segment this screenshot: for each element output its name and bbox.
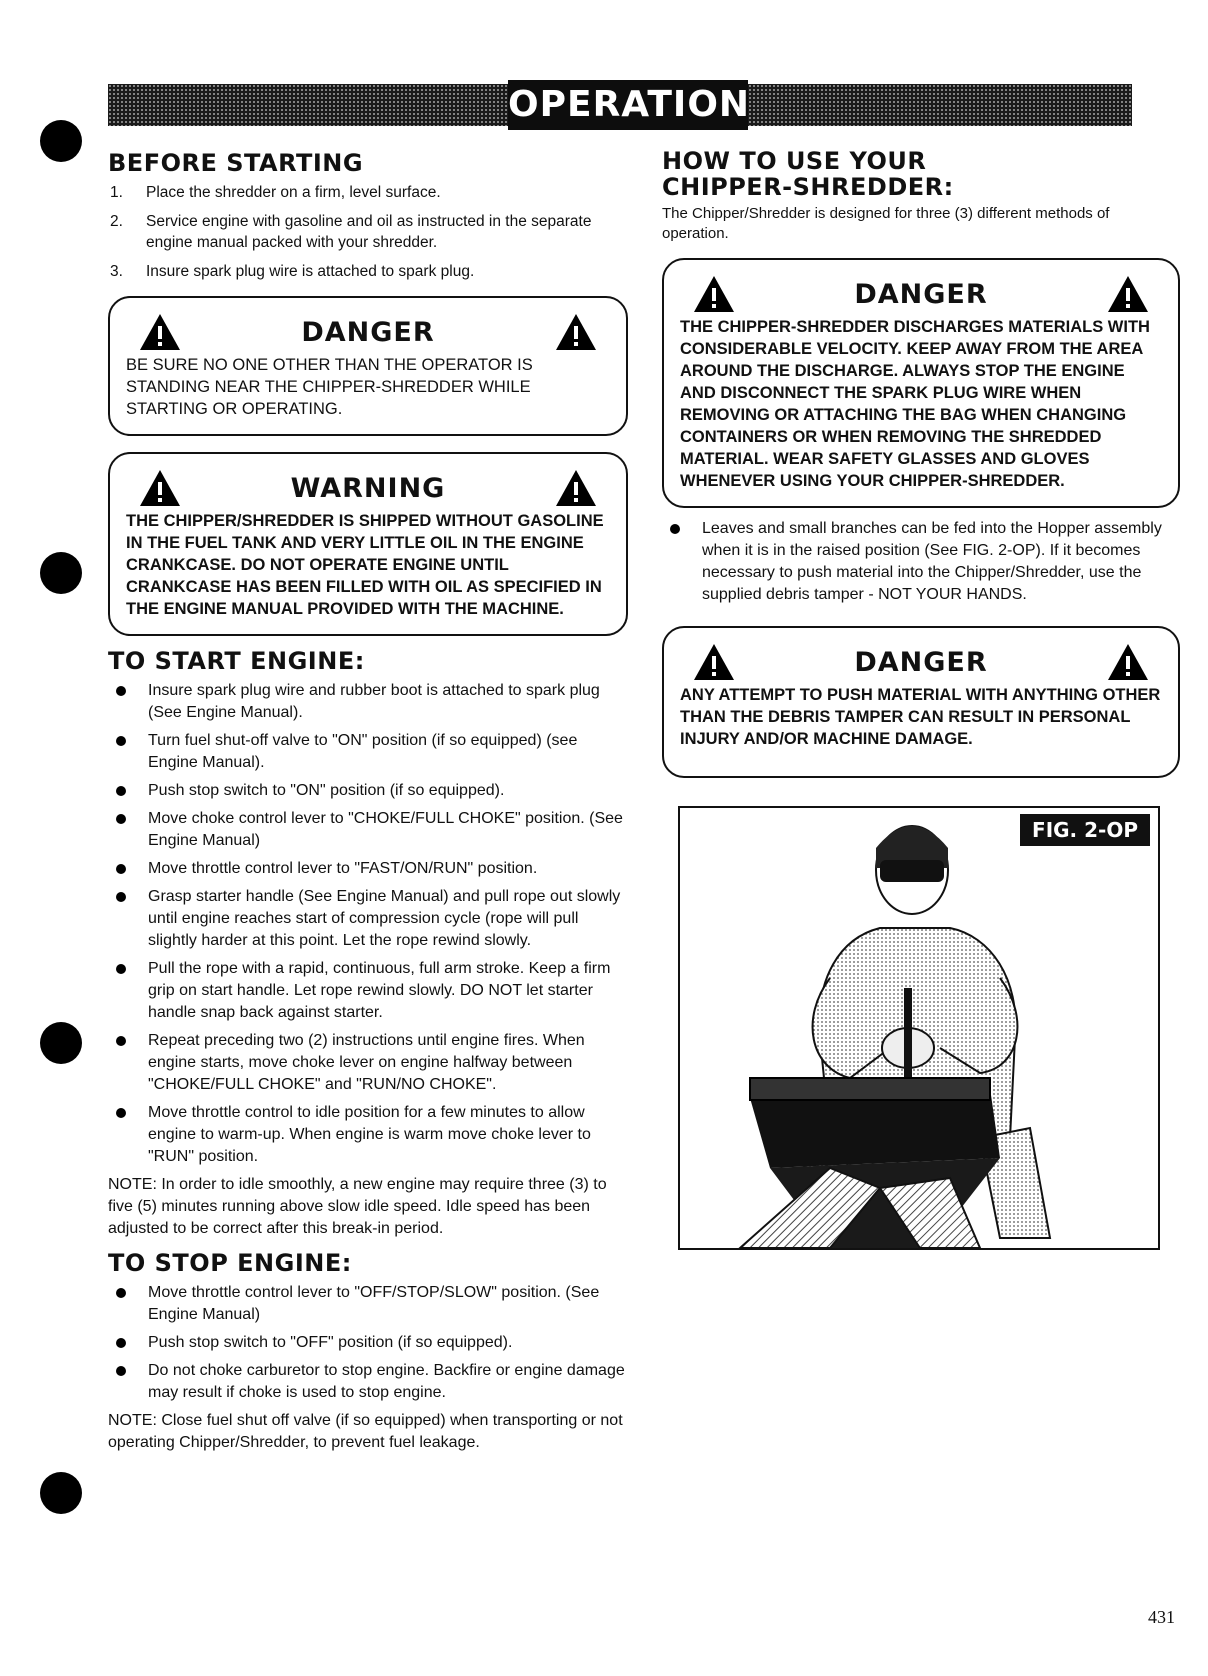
left-column (108, 150, 628, 1454)
list-item: Grasp starter handle (See Engine Manual) and pull rope out slowly until engine reaches start of compression cycle (rope will pull slightly harder at this point. Let the rope rewind slowly. (108, 886, 628, 952)
how-to-use-heading: HOW TO USE YOUR CHIPPER-SHREDDER: (662, 147, 954, 201)
stop-engine-heading: TO STOP ENGINE: (108, 1249, 352, 1277)
stop-engine-list (108, 1282, 628, 1404)
danger-text: THE CHIPPER-SHREDDER DISCHARGES MATERIALS WITH CONSIDERABLE VELOCITY. KEEP AWAY FROM THE AREA AROUND THE DISCHARGE. ALWAYS STOP THE ENGINE AND DISCONNECT THE SPARK PLUG WIRE WHEN REMOVING OR ATTACHING THE BAG WHEN CHANGING CONTAINERS OR WHEN REMOVING THE SHREDDED MATERIAL. WEAR SAFETY GLASSES AND GLOVES WHENEVER USING YOUR CHIPPER-SHREDDER. (680, 318, 1150, 490)
list-item: Move throttle control to idle position for a few minutes to allow engine to warm-up. When engine is warm move choke lever to "RUN" position. (108, 1102, 628, 1168)
list-item: Leaves and small branches can be fed into the Hopper assembly when it is in the raised position (See FIG. 2-OP). If it becomes necessary to push material into the Chipper/Shredder, use the supplied debris tamper - NOT YOUR HANDS. (662, 518, 1180, 606)
page-number: 431 (1148, 1607, 1175, 1627)
list-item: Push stop switch to "ON" position (if so equipped). (108, 780, 628, 802)
list-item: 1. Place the shredder on a firm, level surface. (110, 184, 441, 201)
binder-hole (40, 120, 82, 162)
list-item: 3. Insure spark plug wire is attached to spark plug. (110, 263, 475, 280)
warning-triangle-icon (554, 312, 598, 352)
binder-hole (40, 552, 82, 594)
danger-text: ANY ATTEMPT TO PUSH MATERIAL WITH ANYTHING OTHER THAN THE DEBRIS TAMPER CAN RESULT IN PERSONAL INJURY AND/OR MACHINE DAMAGE. (680, 686, 1161, 748)
start-engine-heading: TO START ENGINE: (108, 647, 365, 675)
danger-heading: DANGER (301, 316, 435, 348)
danger-text: BE SURE NO ONE OTHER THAN THE OPERATOR IS STANDING NEAR THE CHIPPER-SHREDDER WHILE STARTING OR OPERATING. (126, 356, 533, 418)
before-starting-heading: BEFORE STARTING (108, 149, 364, 177)
warning-text: THE CHIPPER/SHREDDER IS SHIPPED WITHOUT GASOLINE IN THE FUEL TANK AND VERY LITTLE OIL IN THE ENGINE CRANKCASE. DO NOT OPERATE ENGINE UNTIL CRANKCASE HAS BEEN FILLED WITH OIL AS SPECIFIED IN THE ENGINE MANUAL PROVIDED WITH THE MACHINE. (126, 512, 604, 618)
operator-illustration (680, 808, 1158, 1248)
danger-box (108, 296, 628, 436)
warning-triangle-icon (692, 642, 736, 682)
warning-heading: WARNING (290, 472, 446, 504)
list-item: Turn fuel shut-off valve to "ON" position (if so equipped) (see Engine Manual). (108, 730, 628, 774)
warning-triangle-icon (1106, 642, 1150, 682)
danger-heading: DANGER (854, 278, 988, 310)
list-item: Insure spark plug wire and rubber boot is attached to spark plug (See Engine Manual). (108, 680, 628, 724)
list-item: Move choke control lever to "CHOKE/FULL CHOKE" position. (See Engine Manual) (108, 808, 628, 852)
page-title: OPERATION (508, 80, 748, 130)
list-item: 2. Service engine with gasoline and oil as instructed in the separate engine manual packed with your shredder. (110, 213, 592, 251)
start-engine-list (108, 680, 628, 1168)
warning-triangle-icon (138, 468, 182, 508)
warning-triangle-icon (692, 274, 736, 314)
before-starting-steps (108, 182, 628, 282)
how-to-use-intro: The Chipper/Shredder is designed for three (3) different methods of operation. (662, 205, 1110, 242)
list-item: Move throttle control lever to "FAST/ON/RUN" position. (108, 858, 628, 880)
binder-hole (40, 1022, 82, 1064)
figure-2-op (678, 806, 1160, 1250)
start-engine-note: NOTE: In order to idle smoothly, a new engine may require three (3) to five (5) minutes running above slow idle speed. Idle speed has been adjusted to be correct after this break-in period. (108, 1176, 607, 1237)
figure-label: FIG. 2-OP (1020, 814, 1150, 846)
danger-heading: DANGER (854, 646, 988, 678)
danger-box (662, 258, 1180, 508)
list-item: Do not choke carburetor to stop engine. Backfire or engine damage may result if choke is used to stop engine. (108, 1360, 628, 1404)
stop-engine-note: NOTE: Close fuel shut off valve (if so equipped) when transporting or not operating Chipper/Shredder, to prevent fuel leakage. (108, 1412, 623, 1451)
danger-box (662, 626, 1180, 778)
warning-box (108, 452, 628, 636)
list-item: Pull the rope with a rapid, continuous, full arm stroke. Keep a firm grip on start handle. Let rope rewind slowly. DO NOT let starter handle snap back against starter. (108, 958, 628, 1024)
hopper-bullet-list (662, 518, 1180, 606)
list-item: Push stop switch to "OFF" position (if so equipped). (108, 1332, 628, 1354)
warning-triangle-icon (554, 468, 598, 508)
list-item: Repeat preceding two (2) instructions until engine fires. When engine starts, move choke lever on engine halfway between "CHOKE/FULL CHOKE" and "RUN/NO CHOKE". (108, 1030, 628, 1096)
right-column (662, 148, 1180, 1250)
warning-triangle-icon (138, 312, 182, 352)
warning-triangle-icon (1106, 274, 1150, 314)
binder-hole (40, 1472, 82, 1514)
list-item: Move throttle control lever to "OFF/STOP/SLOW" position. (See Engine Manual) (108, 1282, 628, 1326)
